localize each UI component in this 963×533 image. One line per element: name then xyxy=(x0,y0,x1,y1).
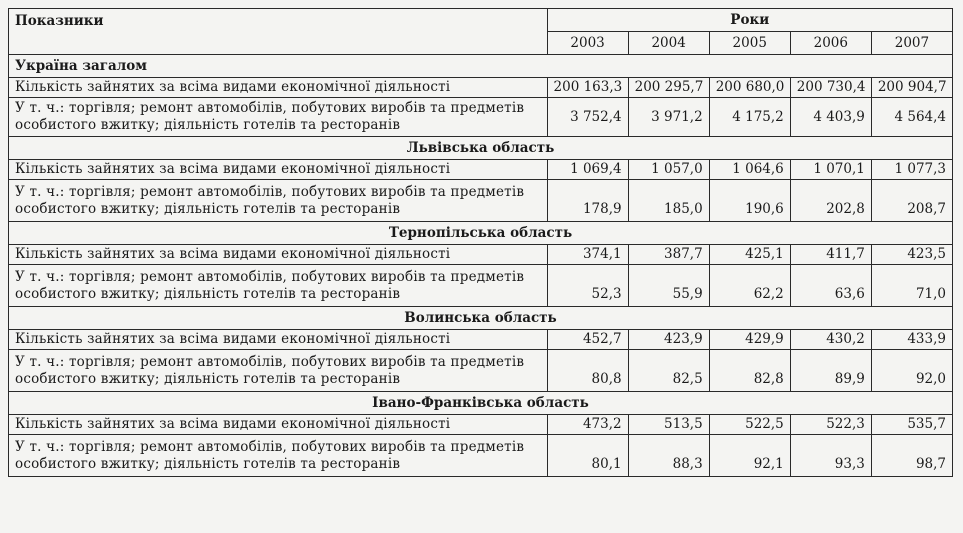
table-row xyxy=(9,180,953,222)
value-cell: 522,5 xyxy=(709,415,790,435)
value-cell: 452,7 xyxy=(547,330,628,350)
value-cell: 178,9 xyxy=(547,180,628,222)
row-label: Кількість зайнятих за всіма видами економічної діяльності xyxy=(9,245,548,265)
year-header: 2005 xyxy=(709,32,790,55)
value-cell: 4 175,2 xyxy=(709,98,790,137)
value-cell: 429,9 xyxy=(709,330,790,350)
table-row xyxy=(9,415,953,435)
value-cell: 200 295,7 xyxy=(628,78,709,98)
indicators-header: Показники xyxy=(9,9,548,55)
value-cell: 423,9 xyxy=(628,330,709,350)
value-cell: 88,3 xyxy=(628,435,709,477)
years-header: Роки xyxy=(547,9,952,32)
value-cell: 200 904,7 xyxy=(871,78,952,98)
value-cell: 433,9 xyxy=(871,330,952,350)
table-row xyxy=(9,245,953,265)
value-cell: 473,2 xyxy=(547,415,628,435)
value-cell: 1 064,6 xyxy=(709,160,790,180)
value-cell: 423,5 xyxy=(871,245,952,265)
value-cell: 1 057,0 xyxy=(628,160,709,180)
table-row xyxy=(9,330,953,350)
value-cell: 55,9 xyxy=(628,265,709,307)
value-cell: 98,7 xyxy=(871,435,952,477)
value-cell: 535,7 xyxy=(871,415,952,435)
value-cell: 80,8 xyxy=(547,350,628,392)
value-cell: 82,8 xyxy=(709,350,790,392)
value-cell: 1 077,3 xyxy=(871,160,952,180)
row-label: Кількість зайнятих за всіма видами економічної діяльності xyxy=(9,330,548,350)
value-cell: 208,7 xyxy=(871,180,952,222)
section-header-row xyxy=(9,307,953,330)
value-cell: 190,6 xyxy=(709,180,790,222)
row-label: Кількість зайнятих за всіма видами економічної діяльності xyxy=(9,415,548,435)
year-header: 2003 xyxy=(547,32,628,55)
row-label: У т. ч.: торгівля; ремонт автомобілів, побутових виробів та предметів особистого вжитку; діяльність готелів та ресторанів xyxy=(9,350,548,392)
value-cell: 202,8 xyxy=(790,180,871,222)
table-row xyxy=(9,98,953,137)
section-title: Україна загалом xyxy=(9,55,953,78)
section-header-row xyxy=(9,392,953,415)
value-cell: 4 403,9 xyxy=(790,98,871,137)
value-cell: 387,7 xyxy=(628,245,709,265)
row-label: Кількість зайнятих за всіма видами економічної діяльності xyxy=(9,78,548,98)
section-header-row xyxy=(9,222,953,245)
table-row xyxy=(9,265,953,307)
value-cell: 3 971,2 xyxy=(628,98,709,137)
row-label: У т. ч.: торгівля; ремонт автомобілів, побутових виробів та предметів особистого вжитку; діяльність готелів та ресторанів xyxy=(9,435,548,477)
value-cell: 92,0 xyxy=(871,350,952,392)
row-label: У т. ч.: торгівля; ремонт автомобілів, побутових виробів та предметів особистого вжитку; діяльність готелів та ресторанів xyxy=(9,265,548,307)
year-header: 2007 xyxy=(871,32,952,55)
value-cell: 185,0 xyxy=(628,180,709,222)
table-row xyxy=(9,350,953,392)
table-row xyxy=(9,78,953,98)
value-cell: 71,0 xyxy=(871,265,952,307)
section-title: Львівська область xyxy=(9,137,953,160)
value-cell: 93,3 xyxy=(790,435,871,477)
value-cell: 89,9 xyxy=(790,350,871,392)
value-cell: 62,2 xyxy=(709,265,790,307)
value-cell: 4 564,4 xyxy=(871,98,952,137)
value-cell: 513,5 xyxy=(628,415,709,435)
value-cell: 1 069,4 xyxy=(547,160,628,180)
value-cell: 200 680,0 xyxy=(709,78,790,98)
value-cell: 411,7 xyxy=(790,245,871,265)
value-cell: 430,2 xyxy=(790,330,871,350)
year-header: 2004 xyxy=(628,32,709,55)
value-cell: 200 163,3 xyxy=(547,78,628,98)
table-row xyxy=(9,435,953,477)
section-title: Івано-Франківська область xyxy=(9,392,953,415)
year-header: 2006 xyxy=(790,32,871,55)
value-cell: 425,1 xyxy=(709,245,790,265)
section-title: Волинська область xyxy=(9,307,953,330)
employment-table xyxy=(8,8,953,477)
table-row xyxy=(9,160,953,180)
section-header-row xyxy=(9,137,953,160)
section-header-row xyxy=(9,55,953,78)
value-cell: 374,1 xyxy=(547,245,628,265)
row-label: Кількість зайнятих за всіма видами економічної діяльності xyxy=(9,160,548,180)
value-cell: 3 752,4 xyxy=(547,98,628,137)
value-cell: 80,1 xyxy=(547,435,628,477)
value-cell: 200 730,4 xyxy=(790,78,871,98)
value-cell: 52,3 xyxy=(547,265,628,307)
value-cell: 92,1 xyxy=(709,435,790,477)
value-cell: 82,5 xyxy=(628,350,709,392)
value-cell: 63,6 xyxy=(790,265,871,307)
value-cell: 522,3 xyxy=(790,415,871,435)
value-cell: 1 070,1 xyxy=(790,160,871,180)
row-label: У т. ч.: торгівля; ремонт автомобілів, побутових виробів та предметів особистого вжитку; діяльність готелів та ресторанів xyxy=(9,180,548,222)
row-label: У т. ч.: торгівля; ремонт автомобілів, побутових виробів та предметів особистого вжитку; діяльність готелів та ресторанів xyxy=(9,98,548,137)
section-title: Тернопільська область xyxy=(9,222,953,245)
